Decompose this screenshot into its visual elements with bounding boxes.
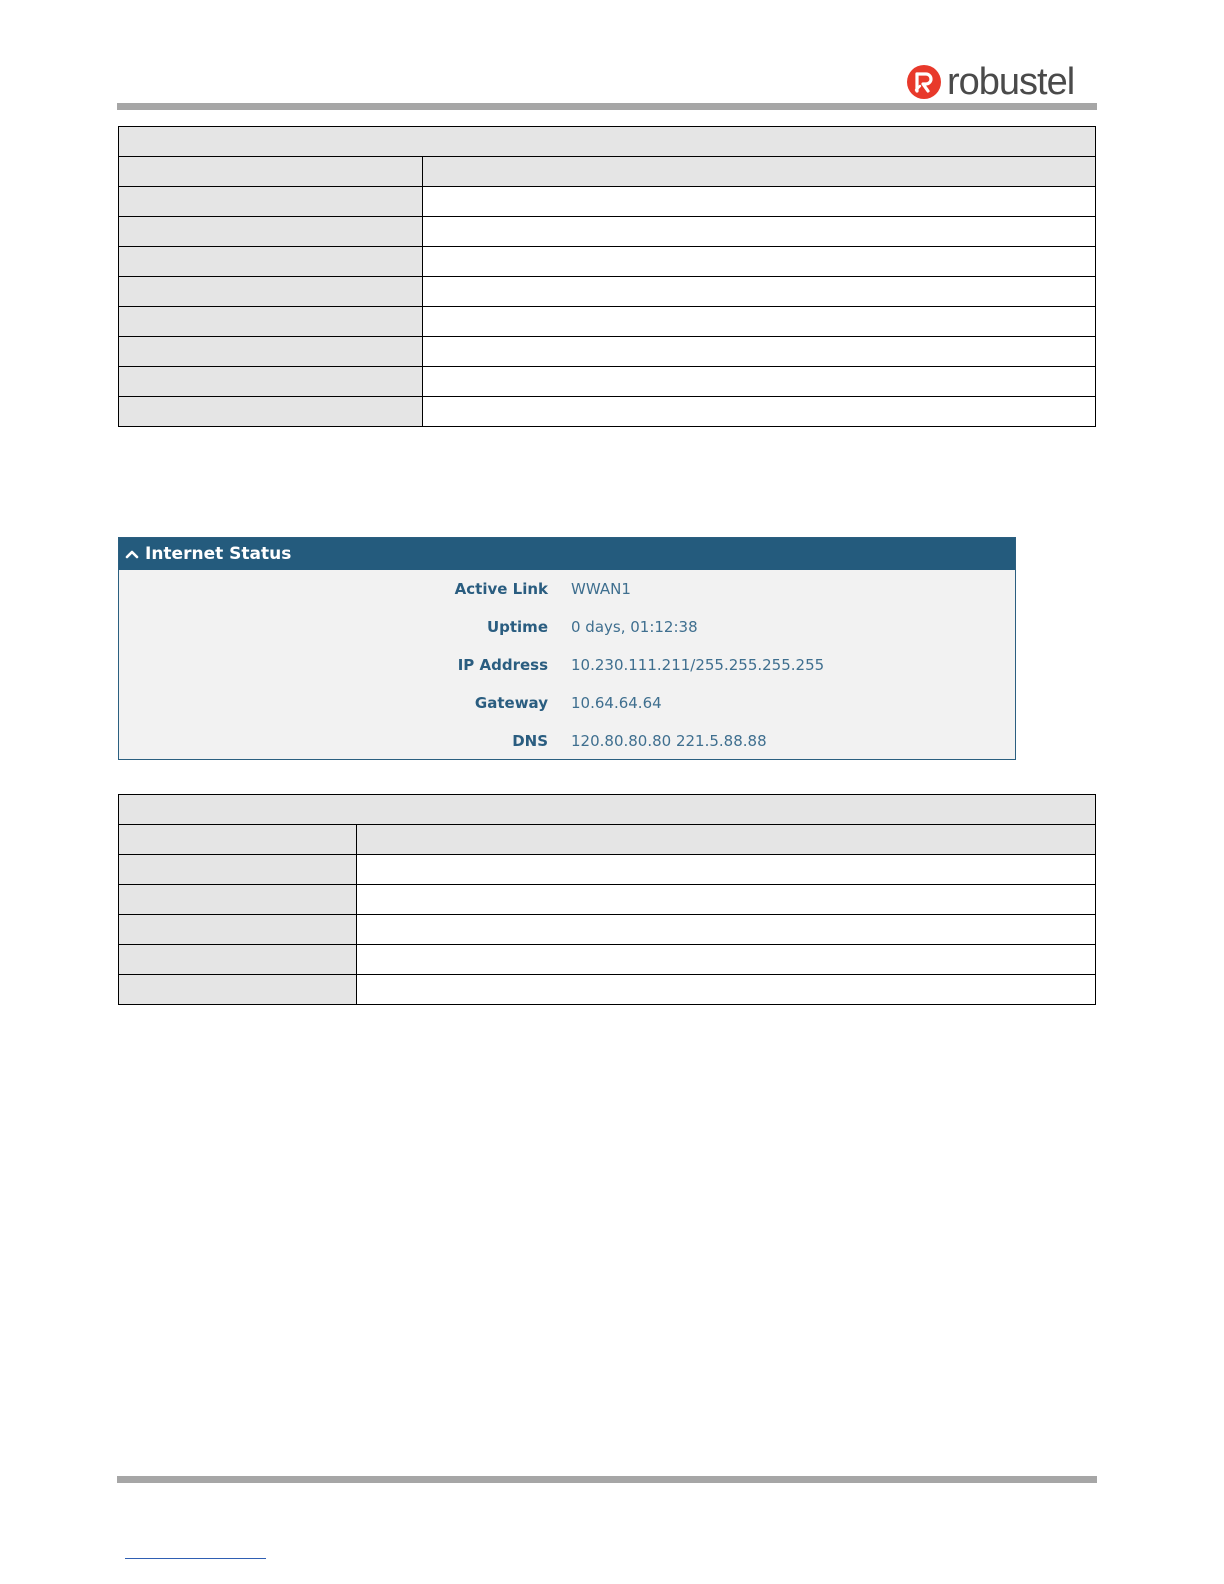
robustel-logo [907, 62, 1074, 102]
table-label-cell [119, 277, 423, 307]
table-header-cell [357, 825, 1096, 855]
header-rule [117, 103, 1097, 110]
table-value-cell [423, 307, 1096, 337]
table-value-cell [357, 915, 1096, 945]
table-title-cell [119, 795, 1096, 825]
status-label: Uptime [486, 618, 548, 636]
table-title-row [119, 795, 1096, 825]
table-value-cell [423, 277, 1096, 307]
table-label-cell [119, 975, 357, 1005]
robustel-logo-icon [907, 65, 941, 99]
table-header-row [119, 825, 1096, 855]
table-label-cell [119, 945, 357, 975]
table-value-cell [423, 217, 1096, 247]
table-row [119, 217, 1096, 247]
table-value-cell [423, 247, 1096, 277]
table-row [119, 247, 1096, 277]
footer-rule [117, 1476, 1097, 1483]
status-row-uptime [119, 618, 1015, 642]
table-label-cell [119, 337, 423, 367]
table-row [119, 975, 1096, 1005]
table-title-cell [119, 127, 1096, 157]
table-header-cell [119, 825, 357, 855]
table-row [119, 337, 1096, 367]
status-label: Active Link [454, 580, 548, 598]
table-label-cell [119, 367, 423, 397]
table-value-cell [423, 187, 1096, 217]
table-row [119, 885, 1096, 915]
table-row [119, 915, 1096, 945]
table-value-cell [357, 885, 1096, 915]
table-label-cell [119, 247, 423, 277]
table-row [119, 367, 1096, 397]
internet-status-header[interactable] [119, 538, 1015, 570]
status-row-gateway [119, 694, 1015, 718]
status-label: Gateway [474, 694, 548, 712]
status-row-active-link [119, 580, 1015, 604]
table-row [119, 187, 1096, 217]
table-value-cell [357, 855, 1096, 885]
status-label: DNS [512, 732, 548, 750]
status-label: IP Address [457, 656, 548, 674]
status-value: 120.80.80.80 221.5.88.88 [571, 732, 767, 750]
status-value: WWAN1 [571, 580, 631, 598]
table-label-cell [119, 855, 357, 885]
table-header-cell [119, 157, 423, 187]
status-value: 10.64.64.64 [571, 694, 662, 712]
table-label-cell [119, 397, 423, 427]
logo-text: robustel [947, 61, 1075, 103]
status-value: 10.230.111.211/255.255.255.255 [571, 656, 825, 674]
status-row-ip-address [119, 656, 1015, 680]
table-row [119, 397, 1096, 427]
parameter-table-1 [118, 126, 1096, 427]
table-row [119, 855, 1096, 885]
panel-title: Internet Status [145, 544, 292, 564]
table-label-cell [119, 217, 423, 247]
table-label-cell [119, 307, 423, 337]
table-label-cell [119, 187, 423, 217]
table-header-row [119, 157, 1096, 187]
table-value-cell [357, 945, 1096, 975]
parameter-table-2 [118, 794, 1096, 1005]
status-row-dns [119, 732, 1015, 756]
internet-status-panel [118, 537, 1016, 760]
table-value-cell [423, 397, 1096, 427]
chevron-up-icon[interactable] [125, 548, 139, 560]
status-value: 0 days, 01:12:38 [571, 618, 698, 636]
table-value-cell [423, 337, 1096, 367]
table-row [119, 277, 1096, 307]
table-header-cell [423, 157, 1096, 187]
table-title-row [119, 127, 1096, 157]
table-label-cell [119, 915, 357, 945]
table-row [119, 945, 1096, 975]
footer-link-underline[interactable] [125, 1558, 266, 1559]
table-label-cell [119, 885, 357, 915]
table-value-cell [357, 975, 1096, 1005]
table-value-cell [423, 367, 1096, 397]
table-row [119, 307, 1096, 337]
